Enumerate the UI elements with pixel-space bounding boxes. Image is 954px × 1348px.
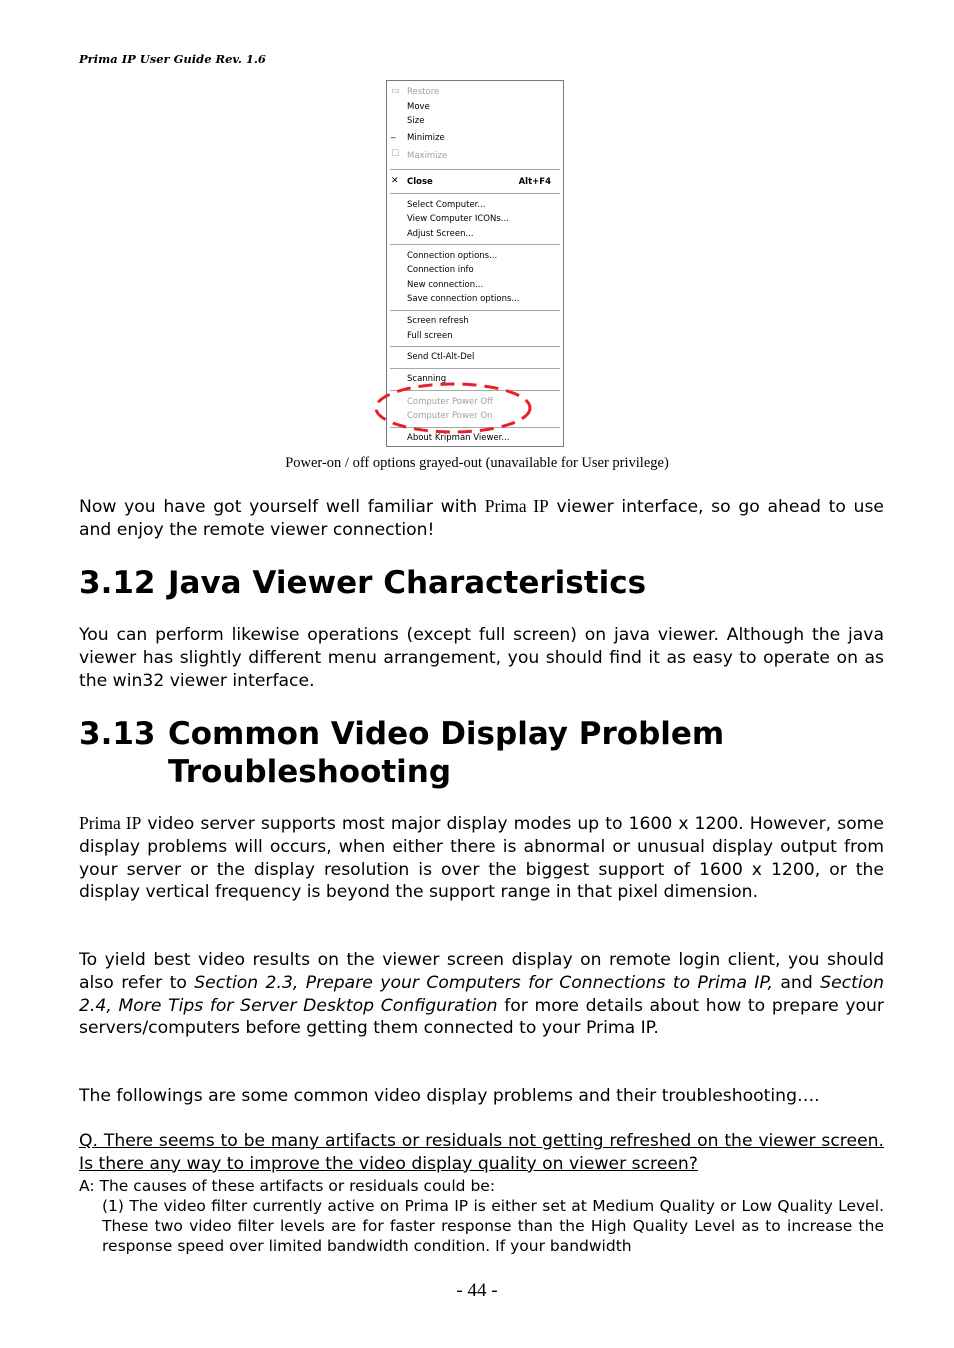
menu-separator (390, 193, 560, 194)
close-icon: ✕ (391, 176, 399, 186)
minimize-icon: _ (391, 129, 396, 139)
answer-item-1: (1) The video filter currently active on Prima IP is either set at Medium Quality or Low Quality Level. These two video filter levels are for faster response than the High Quality Level as to increase the response speed over limited bandwidth condition. If your bandwidth (102, 1197, 884, 1255)
menu-item-view-computer-icons: View Computer ICONs... (407, 214, 509, 224)
restore-icon: ▭ (391, 86, 400, 96)
menu-item-save-connection-options: Save connection options... (407, 294, 520, 304)
page-number: - 44 - (456, 1280, 498, 1301)
menu-separator (390, 368, 560, 369)
brand-name: Prima IP (484, 496, 549, 516)
section-title-line2: Troubleshooting (168, 754, 452, 790)
menu-item-computer-power-off: Computer Power Off (407, 397, 493, 407)
menu-item-restore: Restore (407, 87, 440, 97)
menu-separator (390, 244, 560, 245)
section-number: 3.12 (79, 565, 156, 601)
question-text: Q. There seems to be many artifacts or residuals not getting refreshed on the viewer screen. Is there any way to improve the video display quality on viewer screen? (79, 1131, 884, 1174)
menu-item-send-ctl-alt-del: Send Ctl-Alt-Del (407, 352, 475, 362)
section-number: 3.13 (79, 716, 156, 752)
faq-question (79, 1130, 884, 1176)
close-shortcut: Alt+F4 (518, 177, 551, 187)
menu-item-select-computer: Select Computer... (407, 200, 486, 210)
menu-item-new-connection: New connection... (407, 280, 484, 290)
figure-caption: Power-on / off options grayed-out (unavailable for User privilege) (285, 455, 669, 471)
section-reference: Section 2.4, More Tips for Server Desktop Configuration (79, 972, 885, 1016)
section-heading-3-12 (79, 564, 646, 602)
menu-item-screen-refresh: Screen refresh (407, 316, 469, 326)
section-title: Java Viewer Characteristics (168, 565, 647, 601)
section-3-13-paragraph-1 (79, 812, 884, 904)
menu-separator (390, 346, 560, 347)
paragraph-text: and (772, 972, 821, 993)
intro-text: viewer interface, so go ahead to use and enjoy the remote viewer connection! (79, 497, 884, 540)
intro-text: Now you have got yourself well familiar with (79, 497, 485, 517)
menu-item-connection-info: Connection info (407, 265, 474, 275)
maximize-icon: ☐ (391, 149, 400, 159)
menu-item-close: Close (407, 177, 433, 187)
section-heading-3-13 (79, 715, 724, 791)
section-3-12-body: You can perform likewise operations (except full screen) on java viewer. Although the java viewer has slightly different menu arrangement, you should find it as easy to operate on as the win32 viewer interface. (79, 625, 884, 691)
faq-answer: A: The causes of these artifacts or residuals could be: (79, 1177, 496, 1195)
menu-item-adjust-screen: Adjust Screen... (407, 229, 474, 239)
menu-item-move: Move (407, 102, 430, 112)
menu-item-full-screen: Full screen (407, 331, 453, 341)
brand-name: Prima IP (79, 813, 142, 833)
menu-separator (390, 310, 560, 311)
menu-item-maximize: Maximize (407, 151, 448, 161)
menu-item-connection-options: Connection options... (407, 251, 498, 261)
section-title: Common Video Display Problem (168, 716, 725, 752)
section-3-13-paragraph-2 (79, 949, 884, 1040)
menu-item-minimize: Minimize (407, 133, 445, 143)
menu-item-about-kripman-viewer: About Kripman Viewer... (407, 433, 510, 443)
menu-item-computer-power-on: Computer Power On (407, 411, 493, 421)
paragraph-text: To yield best video results on the viewer screen display on remote login client, you should also refer to (79, 950, 884, 993)
section-reference: Section 2.3, Prepare your Computers for Connections to Prima IP, (194, 972, 773, 993)
intro-paragraph (79, 495, 884, 542)
section-3-13-paragraph-3: The followings are some common video display problems and their troubleshooting…. (79, 1086, 820, 1106)
menu-item-scanning: Scanning (407, 374, 447, 384)
running-header: Prima IP User Guide Rev. 1.6 (79, 52, 266, 66)
menu-separator (390, 169, 560, 170)
menu-item-size: Size (407, 116, 425, 126)
paragraph-text: video server supports most major display modes up to 1600 x 1200. However, some display problems will occurs, when either there is abnormal or unusual display output from your server or the display resolution is over the biggest support of 1600 x 1200, or the display vertical frequency is beyond the support range in that pixel dimension. (79, 814, 884, 903)
highlight-ellipse (373, 381, 533, 435)
paragraph-text: for more details about how to prepare your servers/computers before getting them connected to your Prima IP. (79, 995, 884, 1039)
